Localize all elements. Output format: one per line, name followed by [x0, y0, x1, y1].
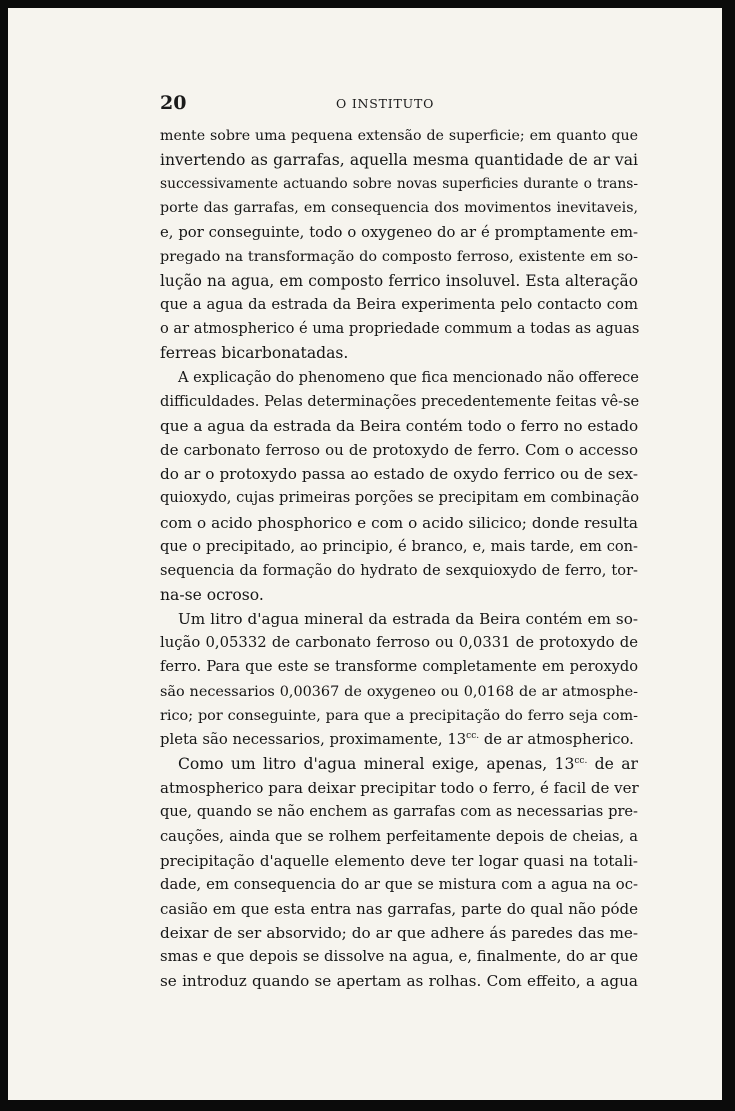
text-line: que o precipitado, ao principio, é branco, e, mais tarde, em con- — [160, 537, 638, 555]
book-page — [8, 8, 722, 1100]
text-line: casião em que esta entra nas garrafas, parte do qual não póde — [160, 900, 638, 918]
text-line: quioxydo, cujas primeiras porções se precipitam em combinação — [160, 489, 640, 507]
text-line: mente sobre uma pequena extensão de superficie; em quanto que — [160, 128, 638, 144]
text-line: ferro. Para que este se transforme completamente em peroxydo — [160, 658, 638, 676]
text-line: que a agua da estrada da Beira experimenta pelo contacto com — [160, 296, 638, 314]
text-line: ferreas bicarbonatadas. — [160, 344, 349, 363]
text-line: porte das garrafas, em consequencia dos movimentos inevitaveis, — [160, 200, 638, 217]
text-line: do ar o protoxydo passa ao estado de oxydo ferrico ou de sex- — [160, 465, 638, 484]
text-line: rico; por conseguinte, para que a precipitação do ferro seja com- — [160, 707, 638, 724]
text-line: cauções, ainda que se rolhem perfeitamente depois de cheias, a — [160, 827, 638, 845]
text-line: na-se ocroso. — [160, 585, 264, 604]
text-line: atmospherico para deixar precipitar todo o ferro, é facil de ver — [160, 779, 639, 798]
text-line: A explicação do phenomeno que fica mencionado não offerece — [178, 368, 639, 386]
text-line: successivamente actuando sobre novas superficies durante o trans- — [160, 176, 638, 193]
text-line: que, quando se não enchem as garrafas com as necessarias pre- — [160, 803, 638, 821]
text-line: são necessarios 0,00367 de oxygeneo ou 0,0168 de ar atmosphe- — [160, 683, 638, 700]
text-line: e, por conseguinte, todo o oxygeneo do ar é promptamente em- — [160, 223, 638, 241]
text-line: smas e que depois se dissolve na agua, e, finalmente, do ar que — [160, 948, 638, 966]
page-header — [160, 92, 638, 116]
text-line: que a agua da estrada da Beira contém todo o ferro no estado — [160, 416, 639, 435]
body-text — [160, 124, 638, 994]
text-line: dade, em consequencia do ar que se mistura com a agua na oc- — [160, 875, 638, 893]
text-line: difficuldades. Pelas determinações precedentemente feitas vê-se — [160, 392, 640, 410]
text-line: sequencia da formação do hydrato de sexquioxydo de ferro, tor- — [160, 561, 638, 579]
text-line: Como um litro d'agua mineral exige, apenas, $13^{cc.}$ de ar — [178, 755, 638, 774]
text-line: com o acido phosphorico e com o acido silicico; donde resulta — [160, 513, 638, 532]
running-title: O INSTITUTO — [336, 96, 435, 111]
text-line: de carbonato ferroso ou de protoxydo de ferro. Com o accesso — [160, 441, 638, 460]
text-line: pleta são necessarios, proximamente, $13^{cc.}$ de ar atmospherico. — [160, 730, 634, 748]
text-line: se introduz quando se apertam as rolhas. Com effeito, a agua — [160, 972, 638, 991]
text-line: invertendo as garrafas, aquella mesma quantidade de ar vai — [160, 151, 638, 170]
text-line: lução 0,05332 de carbonato ferroso ou 0,0331 de protoxydo de — [160, 634, 638, 652]
text-line: Um litro d'agua mineral da estrada da Beira contém em so- — [178, 610, 638, 629]
text-line: lução na agua, em composto ferrico insoluvel. Esta alteração — [160, 271, 638, 290]
text-line: deixar de ser absorvido; do ar que adhere ás paredes das me- — [160, 924, 638, 943]
page-number: 20 — [160, 92, 187, 114]
text-line: pregado na transformação do composto ferroso, existente em so- — [160, 248, 638, 265]
text-line: precipitação d'aquelle elemento deve ter logar quasi na totali- — [160, 851, 638, 870]
text-line: o ar atmospherico é uma propriedade commum a todas as aguas — [160, 320, 640, 338]
